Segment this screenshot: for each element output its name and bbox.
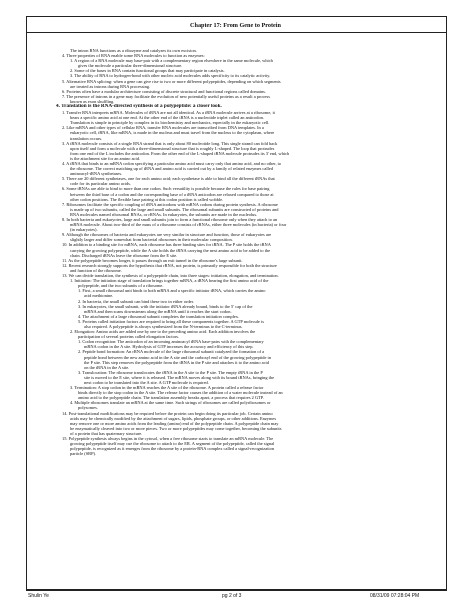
text-line: 14. Post-translational modifications may be required before the protein can begin doing its particular job. Certain amino <box>62 410 273 416</box>
text-line: may remove one or more amino acids from the leading (amino) end of the polypeptide chain. A polypeptide chain may <box>70 420 279 426</box>
text-line: aminoacyl-tRNA synthetases. <box>70 171 123 177</box>
text-line: 5. Proteins called initiation factors are required to bring all these components together. A GTP molecule is <box>78 318 264 324</box>
text-line: growing polypeptide itself may cue the ribosome to attach to the ER. A segment of the polypeptide, called the signal <box>70 441 275 447</box>
header-divider <box>26 32 447 33</box>
text-line: The intron RNA functions as a ribozyme and catalyzes its own excision. <box>70 48 197 53</box>
text-line: 13. We can divide translation, the synthesis of a polypeptide chain, into three stages: initiation, elongation, and termination. <box>62 273 279 279</box>
text-line: on the tRNA in the A site. <box>84 364 130 370</box>
text-line: next codon to be translated into the A site. A GTP molecule is required. <box>84 380 209 385</box>
text-line: 1. First, a small ribosomal unit binds to both mRNA and a specific initiator tRNA, which carries the amino <box>78 288 266 294</box>
text-line: other codon positions. The flexible base pairing at this codon position is called wobble. <box>70 196 224 202</box>
text-line: gives the molecule a particular three-dimensional structure. <box>78 63 183 69</box>
text-line: 12. Recent research strongly supports the hypothesis that rRNA, not protein, is primarily responsible for both the structure <box>62 262 277 268</box>
text-line: 6. Some tRNAs are able to bind to more than one codon. Such versatility is possible because the rules for base pairing <box>62 186 270 192</box>
text-line: is the attachment site for an amino acid. <box>70 155 140 161</box>
text-line: 9. Although the ribosomes of bacteria and eukaryotes are very similar in structure and function, those of eukaryotes are <box>62 232 272 238</box>
text-line: 7. Ribosomes facilitate the specific coupling of tRNA anticodons with mRNA codons during protein synthesis. A ribosome <box>62 201 278 207</box>
text-line: binds directly to the stop codon in the A site. The release factor causes the addition of a water molecule instead of an <box>78 390 283 396</box>
text-line: polysomes. <box>78 405 98 411</box>
text-line: participation of several proteins called elongation factors. <box>78 334 180 340</box>
text-line: 1. Initiation: The initiation stage of translation brings together mRNA, a tRNA bearing the first amino acid of the <box>70 278 269 284</box>
text-line: RNA molecules named ribosomal RNAs, or rRNAs. In eukaryotes, the subunits are made in the nucleolus. <box>70 211 258 217</box>
text-line: polypeptide, and the two subunits of a ribosome. <box>78 283 164 289</box>
text-line: code for its particular amino acids. <box>70 181 131 187</box>
text-line: carrying the growing polypeptide, while the A site holds the tRNA carrying the next amino acid to be added to the <box>70 247 271 253</box>
text-line: 1. Codon recognition: The anticodon of an incoming aminoacyl tRNA base-pairs with the complementary <box>78 339 264 345</box>
text-line: 6. Proteins often have a modular architecture consisting of discrete structural and functional regions called domains. <box>62 88 266 94</box>
text-line: 1. Transfer RNA interprets mRNA. Molecules of tRNA are not all identical. As a tRNA molecule arrives at a ribosome, it <box>62 110 275 116</box>
text-line: 3. In eukaryotes, the small subunit, with the initiator tRNA already bound, binds to the 5' cap of the <box>78 303 253 309</box>
text-line: of a protein that has quaternary structure. <box>70 430 143 436</box>
text-line: 2. Elongation: Amino acids are added one by one to the preceding amino acid. Each addition involves the <box>70 329 256 335</box>
text-line: 4. A tRNA that binds to an mRNA codon specifying a particular amino acid must carry only that amino acid, and no other, to <box>62 160 282 166</box>
text-line: is made up of two subunits, called the large and small subunits. The ribosomal subunits are constructed of proteins and <box>70 206 279 212</box>
text-line: 2. Some of the bases in RNA contain functional groups that may participate in catalysis. <box>70 68 225 74</box>
text-line: particle (SRP). <box>70 451 97 457</box>
text-line: acid methionine. <box>84 293 114 299</box>
text-line: 3. A tRNA molecule consists of a single RNA strand that is only about 80 nucleotide long. This single strand can fold back <box>62 140 278 146</box>
text-line: be enzymatically cleaved into two or more pieces. Two or more polypeptides may come together, becoming the subunits <box>70 425 282 431</box>
text-line: 2. Like mRNA and other types of cellular RNA, transfer RNA molecules are transcribed from DNA templates. In a <box>62 125 264 131</box>
text-line: 10. In addition to a binding site for mRNA, each ribosome has three binding sites for tRNA. The P site holds the tRNA <box>62 242 271 248</box>
text-line: (in eukaryotes). <box>70 227 98 233</box>
section-heading: 4. Translation is the RNA-directed synthesis of a polypeptide: a closer look. <box>56 104 222 110</box>
text-line: mRNA molecule. About two-third of the mass of a ribosome consists of rRNAs, either three molecules (in bacteria) or four <box>70 222 287 228</box>
text-line: 7. The presence of introns in a gene may facilitate the evolution of new potentially useful proteins as a result a process <box>62 93 270 99</box>
text-line: the P site. This step removes the polypeptide from the tRNA in the P site and attaches it to the amino acid <box>84 359 269 365</box>
text-line: Translation is simple in principle by complex in its biochemistry and mechanics, especially in the eukaryotic cell. <box>70 120 270 126</box>
text-line: 11. As the polypeptide becomes longer, it passes through an exit tunnel in the ribosome's large subunit. <box>62 257 243 263</box>
text-line: site is moved to the E site, where it is released. The mRNA moves along with its bound tRNAs, bringing the <box>84 374 275 380</box>
text-line: and function of the ribosome. <box>70 267 122 273</box>
text-line: translation occurs. <box>70 135 103 141</box>
text-line: 5. There are 20 different synthetases, one for each amino acid; each synthetase is able to bind all the different tRNAs that <box>62 176 275 182</box>
text-line: are treated as introns during RNA processing. <box>70 83 151 89</box>
text-line: the ribosome. The correct matching up of tRNA and amino acid is carried out by a family of related enzymes called <box>70 166 273 172</box>
text-line: 1. A region of a RNA molecule may base-pair with a complementary region elsewhere in the same molecule, which <box>70 58 273 64</box>
text-line: also required. A polypeptide is always synthesized from the N-terminus to the C-terminus. <box>84 323 243 329</box>
text-line: amino acid to the polypeptide chain. The translation assembly breaks apart, a process that requires 2 GTP. <box>78 395 264 401</box>
document-body <box>56 48 436 456</box>
text-line: 5. Alternative RNA splicing: when a gene can give rise to two or more different polypeptides, depending on which segments <box>62 78 281 84</box>
text-line: 2. Peptide bond formation: An rRNA molecule of the large ribosomal subunit catalyzed the formation of a <box>78 349 265 355</box>
text-line: from one end of the L includes the anticodon. From the other end of the L-shaped tRNA molecule protrudes its 3' end, which <box>70 150 290 156</box>
text-line: eukaryotic cell, tRNA, like mRNA, is made in the nucleus and must travel from the nucleus to the cytoplasm, where <box>70 130 275 136</box>
text-line: mRNA and then scans downstream along the mRNA until it reaches the start codon. <box>84 308 232 314</box>
footer-author: Shulin Ye <box>28 593 49 599</box>
text-line: 4. Three properties of RNA enable some RNA molecules to function as enzymes: <box>62 53 205 59</box>
text-line: known as exon shuffling. <box>70 98 115 104</box>
text-line: 4. The attachment of a large ribosomal subunit completes the translation initiation complex. <box>78 313 240 319</box>
page-header-title: Chapter 17: From Gene to Protein <box>190 22 281 29</box>
text-line: 15. Polypeptide synthesis always begins in the cytosol, when a free ribosome starts to translate an mRNA molecule. The <box>62 436 274 442</box>
text-line: mRNA codon in the A site. Hydrolysis of GTP increases the accuracy and efficiency of this step. <box>84 344 254 350</box>
footer-divider <box>26 589 447 590</box>
text-line: 2. In bacteria, the small subunit can bind these two in either order. <box>78 298 194 304</box>
text-line: 3. The ability of RNA to hydrogen-bond with other nucleic acid molecules adds specificity to its catalytic activity. <box>70 73 271 79</box>
text-line: 3. Translocation: The ribosome translocates the tRNA in the A site to the P site. The empty tRNA in the P <box>78 369 263 375</box>
text-line: peptide bond between the new amino acid in the A site and the carboxyl end of the growing polypeptide in <box>84 354 271 360</box>
footer-timestamp: 08/31/09 07:28:04 PM <box>370 593 420 599</box>
text-line: polypeptide, is recognized as it emerges from the ribosome by a protein-RNA complex called a signal-recognization <box>70 446 275 452</box>
footer-page-number: pg 2 of 3 <box>222 593 242 599</box>
text-line: chain. Discharged tRNAs leave the ribosome from the E site. <box>70 252 178 258</box>
text-line: between the third base of a codon and the corresponding base of a tRNA anticodon are relaxed compared to those at <box>70 191 274 197</box>
text-line: acids may be chemically modified by the attachment of sugars, lipids, phosphate groups, or other additions. Enzymes <box>70 415 277 421</box>
text-line: 8. In both bacteria and eukaryotes, large and small subunits join to form a functional ribosome only when they attach to an <box>62 217 278 222</box>
text-line: upon itself and form a molecule with a three-dimensional structure that is roughly L-shaped. The loop that protrudes <box>70 145 275 151</box>
text-line: bears a specific amino acid at one end. At the other end of the tRNA is a nucleotide triplet called an anticodon. <box>70 115 264 121</box>
text-line: 3. Termination: A stop codon in the mRNA reaches the A site of the ribosome. A protein called a release factor <box>70 385 264 391</box>
text-line: slightly larger and differ somewhat from bacterial ribosomes in their molecular composition. <box>70 237 233 243</box>
text-line: 4. Multiple ribosomes translate an mRNA at the same time. Such strings of ribosomes are called polyribosomes or <box>70 400 271 406</box>
